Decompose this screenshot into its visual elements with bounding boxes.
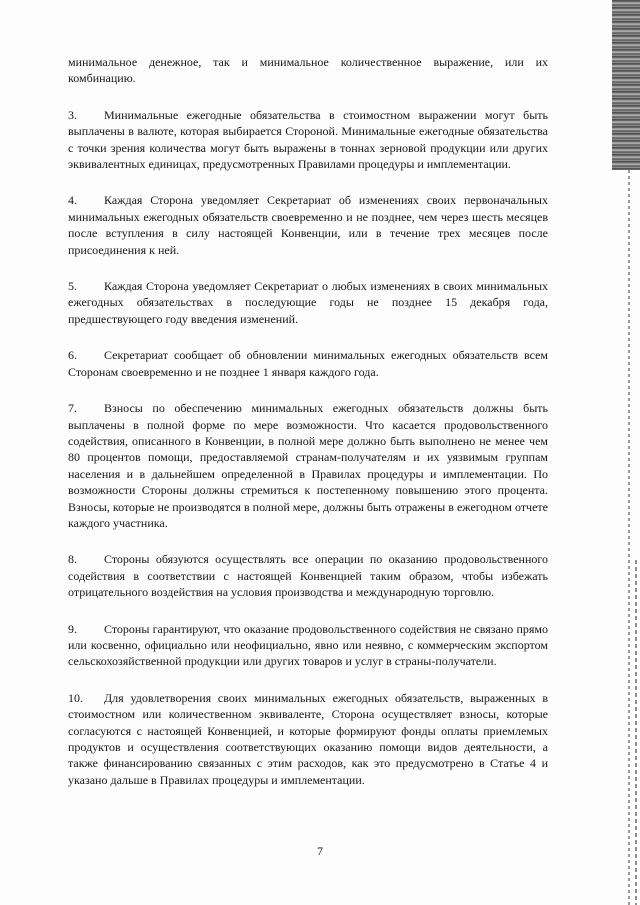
document-body xyxy=(68,54,548,808)
paragraph-text: Для удовлетворения своих минимальных ежегодных обязательств, выраженных в стоимостном или количественном эквиваленте, Сторона осуществляет взносы, которые согласуются с настоящей Конвенцией, и которые формируют фонды оплаты приемлемых продуктов и осуществления соответствующих оказанию помощи видов деятельности, а также финансированию связанных с этим расходов, как это предусмотрено в Статье 4 и указано дальше в Правилах процедуры и имплементации. xyxy=(68,690,548,787)
scan-line xyxy=(628,170,630,905)
paragraph-number: 3. xyxy=(68,107,77,122)
paragraph-number: 10. xyxy=(68,690,83,705)
paragraph-9 xyxy=(68,621,548,670)
paragraph-text: минимальное денежное, так и минимальное количественное выражение, или их комбинацию. xyxy=(68,55,548,86)
paragraph-7 xyxy=(68,400,548,531)
paragraph-number: 6. xyxy=(68,348,77,363)
paragraph-continuation xyxy=(68,54,548,87)
page-number: 7 xyxy=(317,844,323,858)
scan-shadow xyxy=(612,0,640,170)
paragraph-text: Минимальные ежегодные обязательства в стоимостном выражении могут быть выплачены в валюте, которая выбирается Стороной. Минимальные ежегодные обязательства с точки зрения количества могут быть выражены в тоннах зерновой продукции или других эквивалентных единицах, предусмотренных Правилами процедуры и имплементации. xyxy=(68,107,548,172)
paragraph-6 xyxy=(68,347,548,380)
paragraph-number: 4. xyxy=(68,193,77,208)
paragraph-number: 5. xyxy=(68,279,77,294)
paragraph-text: Взносы по обеспечению минимальных ежегодных обязательств должны быть выплачены в полной форме по мере возможности. Что касается продовольственного содействия, описанного в Конвенции, в полной мере должно быть выполнено не менее чем 80 процентов помощи, предоставляемой странам-получателям и их уязвимым группам населения и в дальнейшем определенной в Правилах процедуры и имплементации. По возможности Стороны должны стремиться к постепенному повышению этого процента. Взносы, которые не производятся в полной мере, должны быть отражены в ежегодном отчете каждого участника. xyxy=(68,401,548,530)
paragraph-8 xyxy=(68,551,548,600)
paragraph-4 xyxy=(68,192,548,258)
paragraph-10 xyxy=(68,690,548,788)
paragraph-text: Секретариат сообщает об обновлении минимальных ежегодных обязательств всем Сторонам своевременно и не позднее 1 января каждого года. xyxy=(68,348,548,379)
scan-edge-artifact xyxy=(608,0,640,905)
paragraph-3 xyxy=(68,107,548,173)
scan-line xyxy=(635,560,637,905)
paragraph-text: Стороны гарантируют, что оказание продовольственного содействия не связано прямо или косвенно, официально или неофициально, явно или неявно, с коммерческим экспортом сельскохозяйственной продукции или других товаров и услуг в страны-получатели. xyxy=(68,621,548,669)
paragraph-number: 9. xyxy=(68,621,77,636)
paragraph-number: 8. xyxy=(68,552,77,567)
paragraph-text: Каждая Сторона уведомляет Секретариат об изменениях своих первоначальных минимальных ежегодных обязательств своевременно и не позднее, чем через шесть месяцев после вступления в силу настоящей Конвенции, или в течение трех месяцев после присоединения к ней. xyxy=(68,193,548,257)
paragraph-number: 7. xyxy=(68,401,77,416)
paragraph-text: Каждая Сторона уведомляет Секретариат о любых изменениях в своих минимальных ежегодных обязательствах в последующие годы не позднее 15 декабря года, предшествующего году введения изменений. xyxy=(68,279,548,326)
paragraph-5 xyxy=(68,278,548,327)
paragraph-text: Стороны обязуются осуществлять все операции по оказанию продовольственного содействия в соответствии с настоящей Конвенцией таким образом, чтобы избежать отрицательного воздействия на условия производства и международную торговлю. xyxy=(68,552,548,600)
